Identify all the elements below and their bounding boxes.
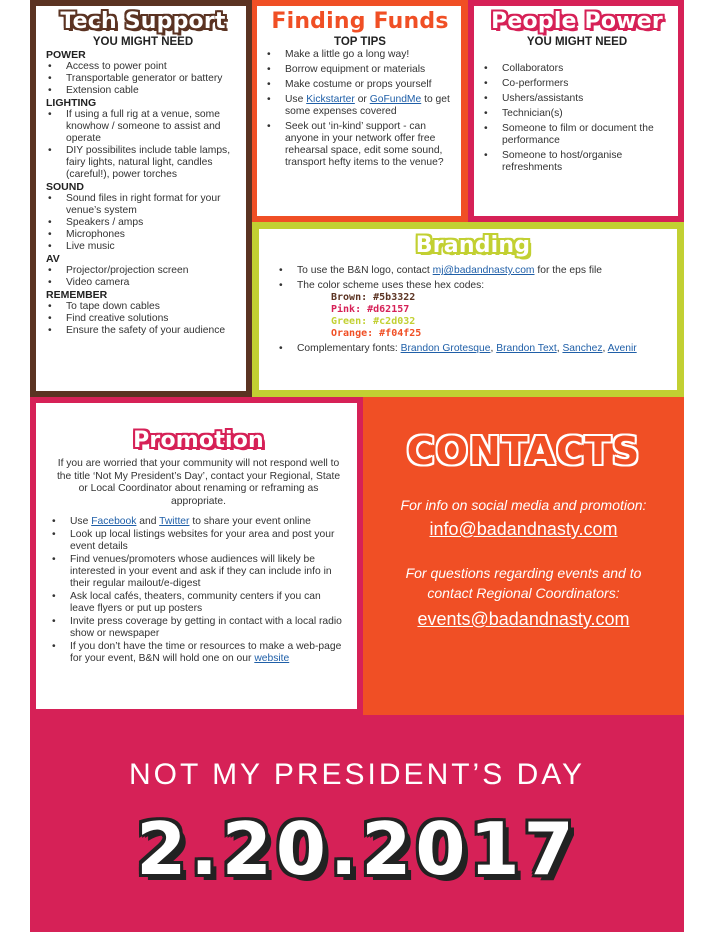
tech-support-subhead: YOU MIGHT NEED bbox=[92, 36, 194, 48]
text: Use bbox=[285, 94, 307, 105]
color-green: Green: #c2d032 bbox=[331, 316, 416, 327]
list-item: • Someone to film or document the performance bbox=[482, 123, 672, 147]
text: , bbox=[490, 343, 497, 354]
text: If you don’t have the time or resources to make a web-page for your event, B&N will hold one on our bbox=[70, 641, 342, 664]
list-item: • Collaborators bbox=[482, 63, 672, 75]
section-list bbox=[46, 61, 240, 97]
finding-funds-subhead: TOP TIPS bbox=[334, 36, 386, 48]
people-power-title: People Power bbox=[491, 9, 663, 34]
events-text: For questions regarding events and to contact Regional Coordinators: bbox=[405, 565, 642, 601]
text: to share your event online bbox=[189, 516, 311, 527]
text: Use bbox=[70, 516, 92, 527]
font-link[interactable]: Avenir bbox=[607, 343, 637, 354]
text: , bbox=[556, 343, 563, 354]
color-pink: Pink: #d62157 bbox=[331, 304, 410, 315]
list-item: • Sound files in right format for your venue’s system bbox=[46, 193, 240, 217]
section-list bbox=[46, 301, 240, 337]
facebook-link[interactable]: Facebook bbox=[91, 516, 137, 527]
text: The color scheme uses these hex codes: bbox=[297, 280, 485, 291]
text: Complementary fonts: bbox=[297, 343, 401, 354]
list-item: • DIY possibilites include table lamps, fairy lights, natural light, candles (careful!), power torches bbox=[46, 145, 240, 181]
text: , bbox=[602, 343, 608, 354]
font-link[interactable]: Sanchez bbox=[562, 343, 603, 354]
branding-body bbox=[259, 229, 677, 390]
section-heading: AV bbox=[46, 253, 60, 265]
section-heading: POWER bbox=[46, 49, 86, 61]
people-power-subhead: YOU MIGHT NEED bbox=[526, 36, 628, 48]
list-item: • Make costume or props yourself bbox=[265, 79, 455, 91]
color-orange: Orange: #f04f25 bbox=[331, 328, 422, 339]
text: To use the B&N logo, contact bbox=[297, 265, 433, 276]
social-media-text: For info on social media and promotion: bbox=[400, 497, 647, 513]
font-link[interactable]: Brandon Grotesque bbox=[400, 343, 491, 354]
list-item bbox=[277, 280, 669, 340]
list-item: • Find creative solutions bbox=[46, 313, 240, 325]
kickstarter-link[interactable]: Kickstarter bbox=[306, 94, 355, 105]
list-item: • To tape down cables bbox=[46, 301, 240, 313]
section-list bbox=[46, 109, 240, 181]
gofundme-link[interactable]: GoFundMe bbox=[369, 94, 422, 105]
list-item bbox=[265, 94, 455, 118]
list-item: • Ensure the safety of your audience bbox=[46, 325, 240, 337]
list-item: • Ask local cafés, theaters, community centers if you can leave flyers or put up posters bbox=[50, 591, 347, 615]
list-item bbox=[277, 343, 669, 355]
banner-title: NOT MY PRESIDENT’S DAY bbox=[128, 758, 586, 791]
event-banner bbox=[30, 715, 684, 932]
events-email-link[interactable]: events@badandnasty.com bbox=[417, 609, 630, 629]
twitter-link[interactable]: Twitter bbox=[159, 516, 190, 527]
list-item: • Video camera bbox=[46, 277, 240, 289]
list-item: • Find venues/promoters whose audiences will likely be interested in your event and ask if they can include info in their regular mailout/e-digest bbox=[50, 554, 347, 590]
contacts-panel bbox=[363, 397, 684, 715]
list-item: • Projector/projection screen bbox=[46, 265, 240, 277]
list-item: • Seek out ‘in-kind’ support - can anyone in your network offer free rehearsal space, edit some sound, transport hefty items to the venue? bbox=[265, 121, 455, 169]
promotion-list bbox=[50, 516, 347, 665]
finding-funds-title: Finding Funds bbox=[271, 9, 449, 34]
info-email-link[interactable]: info@badandnasty.com bbox=[429, 519, 618, 539]
branding-title: Branding bbox=[415, 233, 531, 258]
list-item: • Live music bbox=[46, 241, 240, 253]
list-item: • Co-performers bbox=[482, 78, 672, 90]
list-item: • Speakers / amps bbox=[46, 217, 240, 229]
list-item: • Extension cable bbox=[46, 85, 240, 97]
list-item: • Microphones bbox=[46, 229, 240, 241]
list-item bbox=[277, 265, 669, 277]
finding-funds-list bbox=[265, 49, 455, 169]
promotion-body bbox=[36, 403, 357, 709]
people-power-body bbox=[474, 6, 678, 216]
section-list bbox=[46, 193, 240, 253]
banner-date: 2.20.2017 bbox=[136, 807, 578, 891]
people-power-list bbox=[482, 63, 672, 174]
list-item: • Borrow equipment or materials bbox=[265, 64, 455, 76]
section-list bbox=[46, 265, 240, 289]
website-link[interactable]: website bbox=[254, 653, 290, 664]
list-item: • Look up local listings websites for your area and post your event details bbox=[50, 529, 347, 553]
list-item: • Access to power point bbox=[46, 61, 240, 73]
list-item: • Ushers/assistants bbox=[482, 93, 672, 105]
list-item bbox=[50, 516, 347, 528]
text: and bbox=[136, 516, 160, 527]
list-item: • Transportable generator or battery bbox=[46, 73, 240, 85]
list-item: • Invite press coverage by getting in contact with a local radio show or newspaper bbox=[50, 616, 347, 640]
color-brown: Brown: #5b3322 bbox=[331, 292, 416, 303]
list-item: • If using a full rig at a venue, some knowhow / someone to assist and operate bbox=[46, 109, 240, 145]
text: for the eps file bbox=[534, 265, 603, 276]
tech-support-sections bbox=[46, 49, 240, 337]
tech-support-body bbox=[36, 6, 246, 391]
section-heading: LIGHTING bbox=[46, 97, 97, 109]
promotion-intro: If you are worried that your community will not respond well to the title ‘Not My President’s Day’, contact your Regional, State or Local Coordinator about renaming or reframing as appropriate. bbox=[56, 458, 341, 507]
branding-panel bbox=[252, 222, 684, 397]
logo-email-link[interactable]: mj@badandnasty.com bbox=[432, 265, 535, 276]
list-item: • Make a little go a long way! bbox=[265, 49, 455, 61]
finding-funds-body bbox=[257, 6, 461, 216]
section-heading: REMEMBER bbox=[46, 289, 108, 301]
finding-funds-panel bbox=[252, 0, 468, 222]
section-heading: SOUND bbox=[46, 181, 84, 193]
branding-list bbox=[277, 265, 669, 355]
promotion-title: Promotion bbox=[133, 428, 264, 453]
list-item: • Technician(s) bbox=[482, 108, 672, 120]
tech-support-panel bbox=[30, 0, 252, 397]
contacts-title: CONTACTS bbox=[406, 429, 641, 473]
tech-support-title: Tech Support bbox=[60, 9, 226, 34]
text: or bbox=[354, 94, 370, 105]
promotion-panel bbox=[30, 397, 363, 715]
text: to get some expenses covered bbox=[285, 94, 450, 117]
people-power-panel bbox=[468, 0, 684, 222]
list-item bbox=[50, 641, 347, 665]
list-item: • Someone to host/organise refreshments bbox=[482, 150, 672, 174]
font-link[interactable]: Brandon Text bbox=[496, 343, 557, 354]
